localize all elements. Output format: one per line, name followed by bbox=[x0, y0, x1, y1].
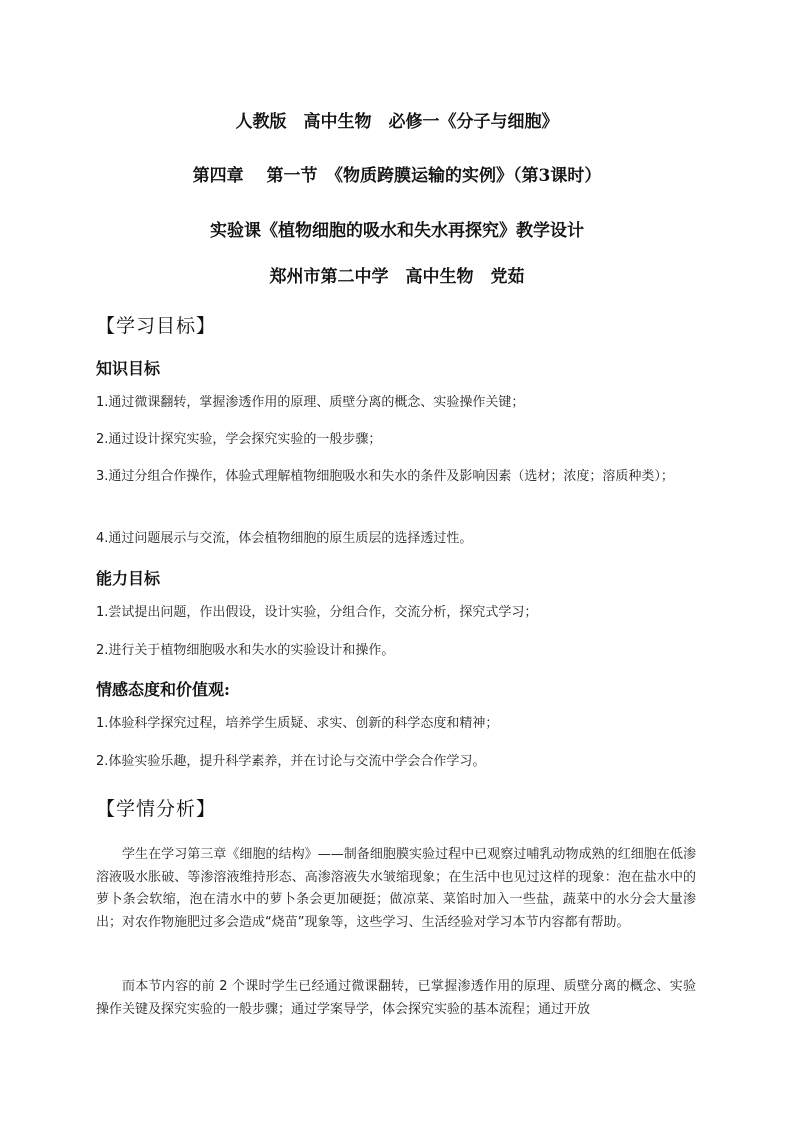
author-line: 郑州市第二中学 高中生物 党茹 bbox=[269, 267, 525, 287]
knowledge-goal-item: 2.通过设计探究实验，学会探究实验的一般步骤； bbox=[96, 432, 382, 447]
analysis-paragraph: 学生在学习第三章《细胞的结构》——制备细胞膜实验过程中已观察过哺乳动物成熟的红细胞在低渗溶液吸水胀破、等渗溶液维持形态、高渗溶液失水皱缩现象；在生活中也见过这样的现象：泡在盐水中的萝卜条会软缩，泡在清水中的萝卜条会更加硬挺；做凉菜、菜馅时加入一些盐，蔬菜中的水分会大量渗出；对农作物施肥过多会造成“烧苗”现象等，这些学习、生活经验对学习本节内容都有帮助。 bbox=[96, 847, 696, 930]
knowledge-goals-title: 知识目标 bbox=[96, 359, 161, 378]
analysis-paragraph: 而本节内容的前 2 个课时学生已经通过微课翻转，已掌握渗透作用的原理、质壁分离的概念、实验操作关键及探究实验的一般步骤；通过学案导学，体会探究实验的基本流程；通过开放 bbox=[96, 979, 696, 1017]
knowledge-goal-item: 3.通过分组合作操作，体验式理解植物细胞吸水和失水的条件及影响因素（选材；浓度；溶质种类）； bbox=[96, 469, 674, 484]
emotion-goals-title: 情感态度和价值观: bbox=[96, 680, 230, 699]
objectives-heading: 【学习目标】 bbox=[96, 315, 217, 337]
lesson-title: 实验课《植物细胞的吸水和失水再探究》教学设计 bbox=[210, 221, 584, 241]
emotion-goal-item: 2.体验实验乐趣，提升科学素养，并在讨论与交流中学会合作学习。 bbox=[96, 754, 486, 769]
ability-goal-item: 1.尝试提出问题，作出假设，设计实验，分组合作，交流分析，探究式学习； bbox=[96, 605, 538, 620]
course-title: 人教版 高中生物 必修一《分子与细胞》 bbox=[235, 112, 559, 132]
ability-goal-item: 2.进行关于植物细胞吸水和失水的实验设计和操作。 bbox=[96, 643, 395, 658]
chapter-title: 第四章 第一节 《物质跨膜运输的实例》（第3课时） bbox=[192, 166, 602, 186]
ability-goals-title: 能力目标 bbox=[96, 569, 161, 588]
emotion-goal-item: 1.体验科学探究过程，培养学生质疑、求实、创新的科学态度和精神； bbox=[96, 716, 499, 731]
analysis-heading: 【学情分析】 bbox=[96, 798, 217, 820]
knowledge-goal-item: 1.通过微课翻转，掌握渗透作用的原理、质壁分离的概念、实验操作关键； bbox=[96, 395, 525, 410]
knowledge-goal-item: 4.通过问题展示与交流，体会植物细胞的原生质层的选择透过性。 bbox=[96, 531, 473, 546]
